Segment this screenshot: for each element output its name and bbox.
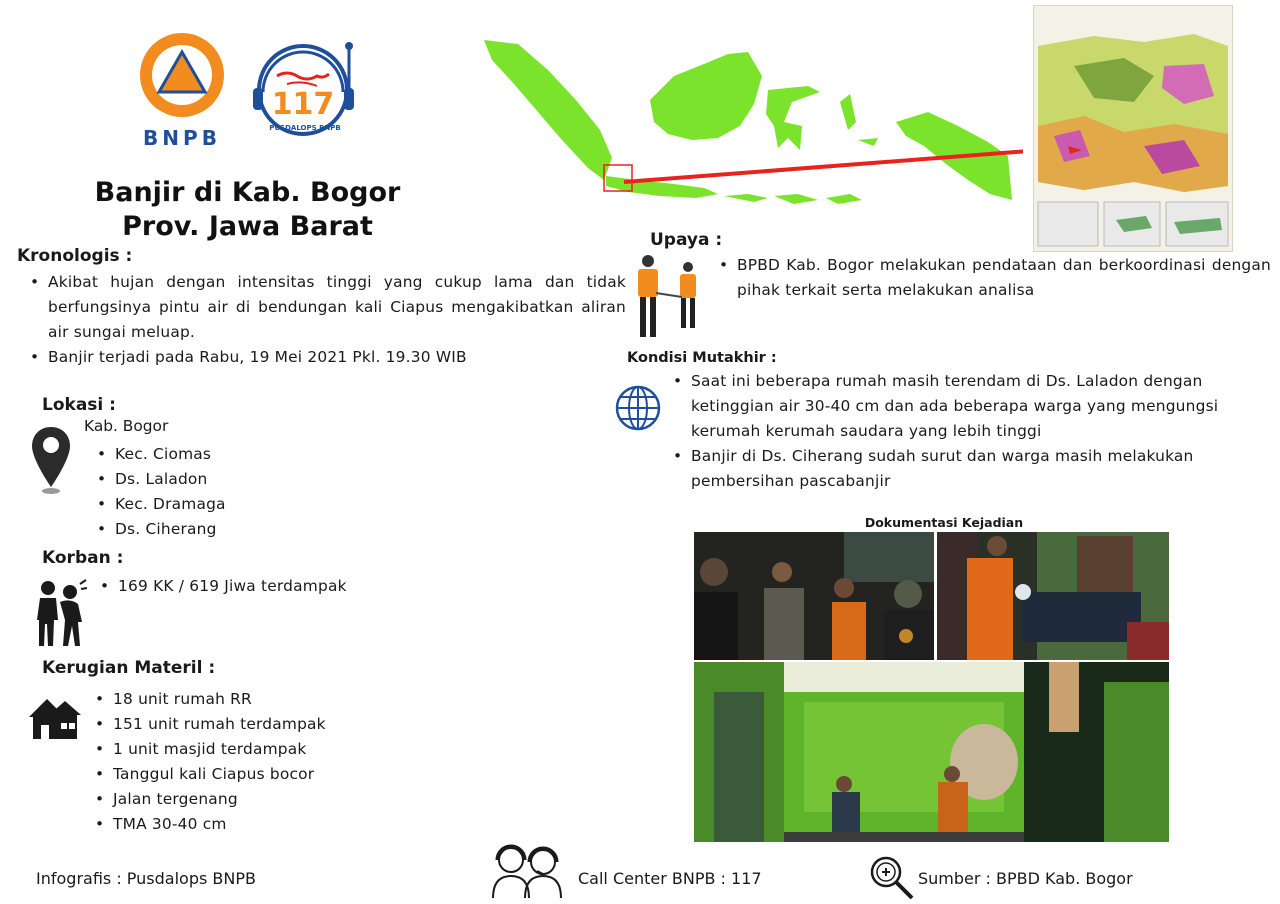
documentation-photo-2: [937, 532, 1169, 660]
list-item: • Ds. Laladon: [93, 467, 226, 492]
kronologis-heading: Kronologis :: [17, 246, 133, 266]
bnpb-logo: [132, 30, 232, 150]
documentation-photo-3: [694, 662, 1169, 842]
bnpb-logo-name: BNPB: [143, 126, 221, 150]
kerugian-heading: Kerugian Materil :: [42, 658, 216, 678]
upaya-heading: Upaya :: [650, 230, 723, 250]
rescue-workers-icon: [628, 253, 706, 343]
list-item: • TMA 30-40 cm: [91, 812, 326, 837]
dokumentasi-heading: Dokumentasi Kejadian: [864, 515, 1024, 530]
footer-call-center: Call Center BNPB : 117: [578, 869, 762, 888]
korban-list: [96, 574, 347, 599]
list-item: • Ds. Ciherang: [93, 517, 226, 542]
victims-icon: [32, 578, 88, 648]
globe-icon: [614, 384, 662, 432]
kondisi-list: [669, 369, 1279, 494]
magnifier-icon: [868, 854, 916, 902]
call-center-agents-icon: [487, 838, 569, 900]
list-item: • Kec. Dramaga: [93, 492, 226, 517]
korban-heading: Korban :: [42, 548, 124, 568]
list-item: • Jalan tergenang: [91, 787, 326, 812]
documentation-photo-1: [694, 532, 934, 660]
lokasi-heading: Lokasi :: [42, 395, 116, 415]
houses-icon: [27, 693, 83, 741]
footer-sumber: Sumber : BPBD Kab. Bogor: [918, 869, 1133, 888]
title-line-1: Banjir di Kab. Bogor: [94, 177, 401, 208]
list-item: • Banjir terjadi pada Rabu, 19 Mei 2021 Pkl. 19.30 WIB: [26, 345, 626, 370]
kerugian-list: [91, 687, 326, 837]
list-item: • BPBD Kab. Bogor melakukan pendataan dan berkoordinasi dengan pihak terkait serta melakukan analisa: [715, 253, 1271, 303]
logo-117-number: 117: [271, 87, 335, 122]
pusdalops-117-logo: [245, 40, 365, 140]
upaya-list: [715, 253, 1271, 303]
list-item: • 151 unit rumah terdampak: [91, 712, 326, 737]
list-item: • Banjir di Ds. Ciherang sudah surut dan warga masih melakukan pembersihan pascabanjir: [669, 444, 1279, 494]
indonesia-map: [478, 30, 1023, 210]
list-item: • Kec. Ciomas: [93, 442, 226, 467]
list-item: • 18 unit rumah RR: [91, 687, 326, 712]
kondisi-heading: Kondisi Mutakhir :: [627, 350, 777, 366]
list-item: • 169 KK / 619 Jiwa terdampak: [96, 574, 347, 599]
list-item: • Akibat hujan dengan intensitas tinggi yang cukup lama dan tidak berfungsinya pintu air di bendungan kali Ciapus mengakibatkan aliran air sungai meluap.: [26, 270, 626, 345]
list-item: • 1 unit masjid terdampak: [91, 737, 326, 762]
list-item: • Saat ini beberapa rumah masih terendam di Ds. Laladon dengan ketinggian air 30-40 cm dan ada beberapa warga yang mengungsi kerumah kerumah saudara yang lebih tinggi: [669, 369, 1279, 444]
lokasi-list: [93, 442, 226, 542]
logo-117-caption: PUSDALOPS BNPB: [269, 124, 341, 132]
lokasi-kabupaten: Kab. Bogor: [84, 417, 169, 435]
location-pin-icon: [30, 425, 72, 495]
kronologis-list: [26, 270, 626, 370]
list-item: • Tanggul kali Ciapus bocor: [91, 762, 326, 787]
footer-infografis: Infografis : Pusdalops BNPB: [36, 869, 256, 888]
bogor-hazard-map: [1033, 5, 1233, 252]
title-line-2: Prov. Jawa Barat: [122, 211, 373, 242]
page-title: [40, 176, 455, 244]
